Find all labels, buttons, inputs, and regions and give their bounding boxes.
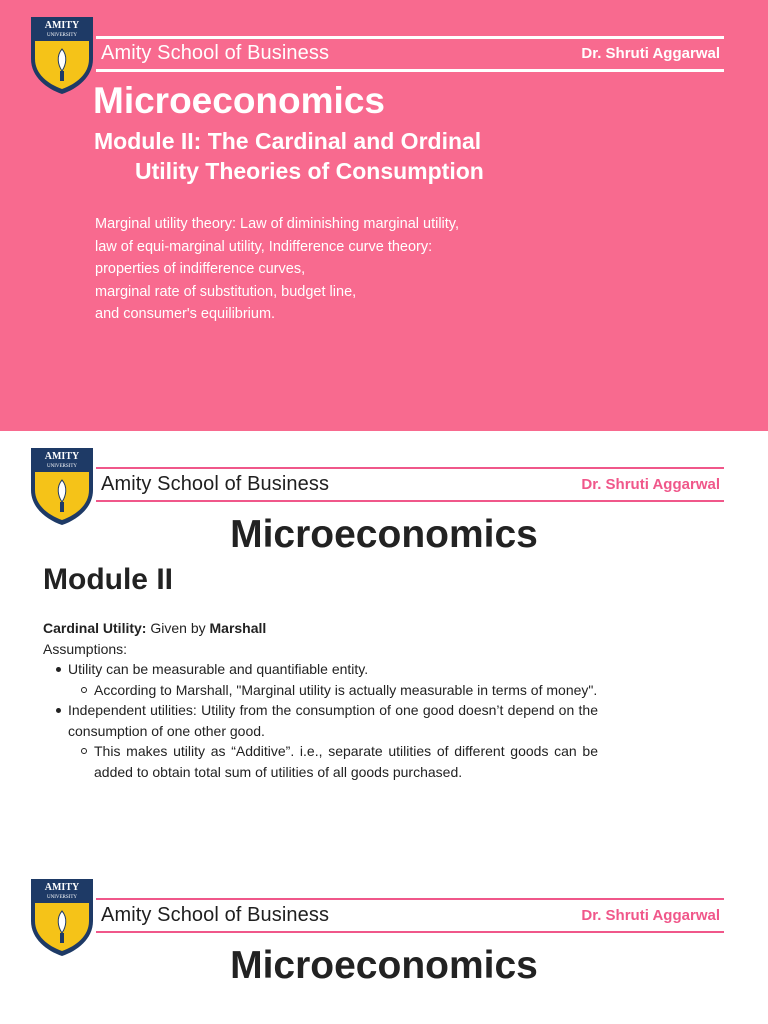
desc-line: marginal rate of substitution, budget line,: [95, 283, 357, 300]
school-name: Amity School of Business: [101, 42, 330, 64]
desc-line: Marginal utility theory: Law of diminishing marginal utility,: [95, 216, 459, 232]
desc-line: and consumer's equilibrium.: [95, 306, 276, 322]
header-divider-bottom: [96, 500, 724, 502]
list-subitem: This makes utility as “Additive”. i.e., separate utilities of different goods can be added to obtain total sum of utilities of all goods purchased.: [43, 741, 598, 782]
amity-shield-icon: [27, 15, 97, 95]
list-subitem: According to Marshall, "Marginal utility is actually measurable in terms of money".: [43, 680, 598, 701]
list-item: Utility can be measurable and quantifiable entity.: [43, 659, 598, 680]
list-item: Independent utilities: Utility from the consumption of one good doesn’t depend on the consumption of one other good.: [43, 700, 598, 741]
header-divider-top: [96, 467, 724, 469]
slide-next: [0, 862, 768, 1024]
slide-heading: Microeconomics: [230, 513, 538, 556]
author-name: Dr. Shruti Aggarwal: [581, 907, 720, 924]
desc-line: law of equi-marginal utility, Indifference curve theory:: [95, 238, 433, 255]
slide-title-heading: Microeconomics: [93, 80, 385, 121]
svg-text:UNIVERSITY: UNIVERSITY: [47, 895, 77, 900]
svg-text:AMITY: AMITY: [44, 451, 80, 462]
module-subtitle-line1: Module II: The Cardinal and Ordinal: [94, 128, 482, 154]
header-divider-top: [96, 898, 724, 900]
slide-heading: Microeconomics: [230, 944, 538, 987]
given-by-text: Given by: [146, 620, 210, 636]
amity-logo: [27, 15, 97, 95]
svg-text:AMITY: AMITY: [44, 20, 80, 31]
module-subtitle: [94, 126, 484, 186]
school-name: Amity School of Business: [101, 473, 330, 495]
svg-text:UNIVERSITY: UNIVERSITY: [47, 33, 77, 38]
cardinal-utility-label: Cardinal Utility:: [43, 620, 147, 636]
marshall-name: Marshall: [209, 620, 267, 636]
cardinal-utility-line: [43, 618, 598, 639]
slide-body: [43, 618, 598, 782]
slide-title: [0, 0, 768, 431]
svg-text:AMITY: AMITY: [44, 882, 80, 893]
desc-line: properties of indifference curves,: [95, 261, 306, 277]
module-subtitle-line2: Utility Theories of Consumption: [135, 158, 484, 184]
module-heading: Module II: [43, 563, 173, 596]
header-divider-top: [96, 36, 724, 39]
module-description: [95, 213, 459, 326]
school-name: Amity School of Business: [101, 904, 330, 926]
author-name: Dr. Shruti Aggarwal: [581, 476, 720, 493]
header-divider-bottom: [96, 931, 724, 933]
assumptions-list: [43, 659, 598, 782]
author-name: Dr. Shruti Aggarwal: [581, 45, 720, 62]
assumptions-label: Assumptions:: [43, 640, 128, 657]
header-divider-bottom: [96, 69, 724, 72]
slide-cardinal-utility: [0, 431, 768, 862]
svg-text:UNIVERSITY: UNIVERSITY: [47, 464, 77, 469]
